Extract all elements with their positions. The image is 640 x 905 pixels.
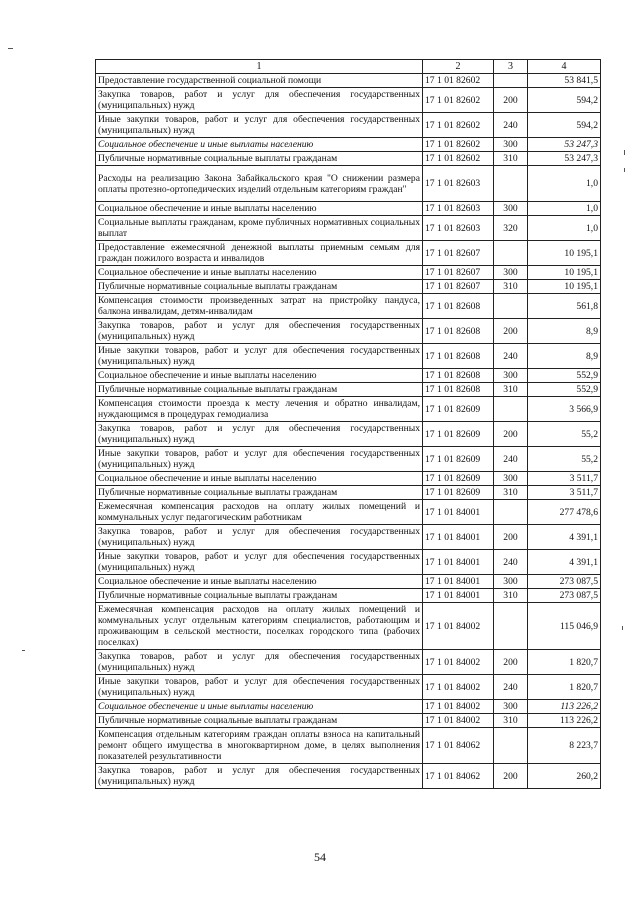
row-code: 17 1 01 84001 (423, 500, 494, 525)
row-code: 17 1 01 84062 (423, 728, 494, 764)
row-name: Предоставление государственной социальной помощи (96, 74, 423, 88)
table-row (96, 113, 601, 138)
row-expense-type: 310 (494, 589, 528, 603)
row-amount: 3 566,9 (528, 397, 601, 422)
row-expense-type: 200 (494, 650, 528, 675)
row-amount: 8,9 (528, 319, 601, 344)
row-amount: 53 247,3 (528, 138, 601, 152)
table-row (96, 74, 601, 88)
row-name: Публичные нормативные социальные выплаты гражданам (96, 280, 423, 294)
table-row (96, 138, 601, 152)
row-code: 17 1 01 82603 (423, 202, 494, 216)
row-amount: 552,9 (528, 369, 601, 383)
row-expense-type: 300 (494, 202, 528, 216)
row-amount: 1,0 (528, 216, 601, 241)
row-name: Компенсация отдельным категориям граждан оплаты взноса на капитальный ремонт общего имущества в многоквартирном доме, в целях выполнения показателей результативности (96, 728, 423, 764)
scan-speck (8, 48, 13, 49)
row-name: Социальное обеспечение и иные выплаты населению (96, 138, 423, 152)
row-amount: 1 820,7 (528, 650, 601, 675)
row-name: Компенсация стоимости произведенных затрат на пристройку пандуса, балкона инвалидам, детям-инвалидам (96, 294, 423, 319)
row-expense-type: 240 (494, 113, 528, 138)
row-amount: 594,2 (528, 113, 601, 138)
table-body (96, 74, 601, 789)
row-name: Расходы на реализацию Закона Забайкальского края "О снижении размера оплаты протезно-ортопедических изделий отдельным категориям граждан" (96, 166, 423, 202)
row-expense-type: 310 (494, 486, 528, 500)
row-name: Закупка товаров, работ и услуг для обеспечения государственных (муниципальных) нужд (96, 525, 423, 550)
table-row (96, 422, 601, 447)
table-row (96, 525, 601, 550)
row-name: Публичные нормативные социальные выплаты гражданам (96, 152, 423, 166)
row-expense-type: 200 (494, 88, 528, 113)
table-row (96, 603, 601, 650)
row-expense-type (494, 241, 528, 266)
row-amount: 3 511,7 (528, 486, 601, 500)
row-code: 17 1 01 82607 (423, 241, 494, 266)
row-code: 17 1 01 84002 (423, 603, 494, 650)
table-row (96, 447, 601, 472)
row-name: Предоставление ежемесячной денежной выплаты приемным семьям для граждан пожилого возраста и инвалидов (96, 241, 423, 266)
table-row (96, 383, 601, 397)
row-code: 17 1 01 84002 (423, 650, 494, 675)
row-amount: 10 195,1 (528, 241, 601, 266)
budget-table (95, 59, 601, 789)
row-name: Иные закупки товаров, работ и услуг для обеспечения государственных (муниципальных) нужд (96, 550, 423, 575)
row-amount: 8,9 (528, 344, 601, 369)
row-name: Закупка товаров, работ и услуг для обеспечения государственных (муниципальных) нужд (96, 650, 423, 675)
header-col-4: 4 (528, 60, 601, 74)
row-expense-type: 310 (494, 152, 528, 166)
row-name: Социальное обеспечение и иные выплаты населению (96, 472, 423, 486)
table-row (96, 280, 601, 294)
row-name: Закупка товаров, работ и услуг для обеспечения государственных (муниципальных) нужд (96, 764, 423, 789)
table-row (96, 166, 601, 202)
row-code: 17 1 01 84002 (423, 700, 494, 714)
row-amount: 8 223,7 (528, 728, 601, 764)
row-amount: 277 478,6 (528, 500, 601, 525)
table-row (96, 216, 601, 241)
row-code: 17 1 01 84001 (423, 589, 494, 603)
row-code: 17 1 01 82602 (423, 152, 494, 166)
row-expense-type (494, 603, 528, 650)
row-amount: 113 226,2 (528, 700, 601, 714)
row-expense-type: 300 (494, 369, 528, 383)
row-amount: 260,2 (528, 764, 601, 789)
header-col-1: 1 (96, 60, 423, 74)
table-row (96, 675, 601, 700)
row-name: Ежемесячная компенсация расходов на оплату жилых помещений и коммунальных услуг отдельным категориям специалистов, работающим и проживающим в сельской местности, поселках городского типа (рабочих поселках) (96, 603, 423, 650)
page-number: 54 (314, 850, 326, 864)
table-row (96, 319, 601, 344)
row-expense-type: 200 (494, 422, 528, 447)
row-amount: 1,0 (528, 202, 601, 216)
row-amount: 113 226,2 (528, 714, 601, 728)
row-name: Публичные нормативные социальные выплаты гражданам (96, 589, 423, 603)
row-amount: 53 247,3 (528, 152, 601, 166)
row-code: 17 1 01 82608 (423, 344, 494, 369)
row-name: Социальное обеспечение и иные выплаты населению (96, 700, 423, 714)
row-amount: 273 087,5 (528, 589, 601, 603)
row-expense-type: 240 (494, 447, 528, 472)
table-row (96, 500, 601, 525)
table-row (96, 714, 601, 728)
row-expense-type: 310 (494, 383, 528, 397)
row-code: 17 1 01 82602 (423, 88, 494, 113)
row-name: Ежемесячная компенсация расходов на оплату жилых помещений и коммунальных услуг педагогическим работникам (96, 500, 423, 525)
row-code: 17 1 01 84002 (423, 714, 494, 728)
table-row (96, 344, 601, 369)
row-code: 17 1 01 82609 (423, 397, 494, 422)
row-amount: 594,2 (528, 88, 601, 113)
row-expense-type: 300 (494, 472, 528, 486)
row-name: Социальные выплаты гражданам, кроме публичных нормативных социальных выплат (96, 216, 423, 241)
header-col-3: 3 (494, 60, 528, 74)
scan-speck (624, 150, 625, 155)
row-name: Публичные нормативные социальные выплаты гражданам (96, 383, 423, 397)
row-name: Иные закупки товаров, работ и услуг для обеспечения государственных (муниципальных) нужд (96, 675, 423, 700)
row-expense-type: 200 (494, 319, 528, 344)
row-expense-type (494, 397, 528, 422)
row-name: Компенсация стоимости проезда к месту лечения и обратно инвалидам, нуждающимся в процедурах гемодиализа (96, 397, 423, 422)
row-code: 17 1 01 82609 (423, 447, 494, 472)
row-code: 17 1 01 82602 (423, 113, 494, 138)
row-code: 17 1 01 84062 (423, 764, 494, 789)
table-row (96, 575, 601, 589)
row-expense-type: 240 (494, 344, 528, 369)
row-name: Закупка товаров, работ и услуг для обеспечения государственных (муниципальных) нужд (96, 88, 423, 113)
row-code: 17 1 01 84001 (423, 575, 494, 589)
row-expense-type: 300 (494, 575, 528, 589)
row-code: 17 1 01 84001 (423, 550, 494, 575)
row-code: 17 1 01 82603 (423, 216, 494, 241)
row-expense-type: 310 (494, 714, 528, 728)
row-expense-type: 240 (494, 550, 528, 575)
row-expense-type: 310 (494, 280, 528, 294)
table-row (96, 589, 601, 603)
row-amount: 1,0 (528, 166, 601, 202)
row-amount: 55,2 (528, 447, 601, 472)
table-row (96, 369, 601, 383)
row-name: Публичные нормативные социальные выплаты гражданам (96, 714, 423, 728)
row-amount: 10 195,1 (528, 280, 601, 294)
row-name: Иные закупки товаров, работ и услуг для обеспечения государственных (муниципальных) нужд (96, 113, 423, 138)
table-row (96, 294, 601, 319)
row-amount: 1 820,7 (528, 675, 601, 700)
row-expense-type (494, 728, 528, 764)
row-amount: 10 195,1 (528, 266, 601, 280)
row-expense-type: 240 (494, 675, 528, 700)
table-row (96, 202, 601, 216)
row-amount: 115 046,9 (528, 603, 601, 650)
row-code: 17 1 01 84001 (423, 525, 494, 550)
row-expense-type (494, 500, 528, 525)
row-code: 17 1 01 82607 (423, 266, 494, 280)
row-expense-type: 200 (494, 525, 528, 550)
scan-speck (22, 650, 25, 651)
row-name: Закупка товаров, работ и услуг для обеспечения государственных (муниципальных) нужд (96, 319, 423, 344)
header-col-2: 2 (423, 60, 494, 74)
row-amount: 4 391,1 (528, 550, 601, 575)
table-row (96, 266, 601, 280)
table-row (96, 650, 601, 675)
row-name: Иные закупки товаров, работ и услуг для обеспечения государственных (муниципальных) нужд (96, 344, 423, 369)
row-name: Социальное обеспечение и иные выплаты населению (96, 266, 423, 280)
row-expense-type: 300 (494, 700, 528, 714)
row-name: Социальное обеспечение и иные выплаты населению (96, 202, 423, 216)
table-row (96, 472, 601, 486)
table-row (96, 700, 601, 714)
table-row (96, 152, 601, 166)
table-row (96, 397, 601, 422)
row-expense-type: 300 (494, 266, 528, 280)
row-code: 17 1 01 82602 (423, 138, 494, 152)
row-name: Публичные нормативные социальные выплаты гражданам (96, 486, 423, 500)
row-code: 17 1 01 82608 (423, 294, 494, 319)
scan-speck (622, 626, 623, 630)
row-amount: 53 841,5 (528, 74, 601, 88)
row-code: 17 1 01 84002 (423, 675, 494, 700)
table-row (96, 486, 601, 500)
table-header-row (96, 60, 601, 74)
row-code: 17 1 01 82608 (423, 383, 494, 397)
table-row (96, 88, 601, 113)
row-code: 17 1 01 82607 (423, 280, 494, 294)
table-row (96, 550, 601, 575)
row-name: Закупка товаров, работ и услуг для обеспечения государственных (муниципальных) нужд (96, 422, 423, 447)
table-row (96, 728, 601, 764)
row-code: 17 1 01 82608 (423, 369, 494, 383)
row-expense-type: 200 (494, 764, 528, 789)
row-expense-type (494, 166, 528, 202)
row-code: 17 1 01 82602 (423, 74, 494, 88)
row-code: 17 1 01 82609 (423, 486, 494, 500)
row-name: Социальное обеспечение и иные выплаты населению (96, 369, 423, 383)
table-row (96, 764, 601, 789)
row-name: Иные закупки товаров, работ и услуг для обеспечения государственных (муниципальных) нужд (96, 447, 423, 472)
row-amount: 273 087,5 (528, 575, 601, 589)
row-code: 17 1 01 82608 (423, 319, 494, 344)
row-expense-type: 320 (494, 216, 528, 241)
row-expense-type (494, 74, 528, 88)
row-code: 17 1 01 82603 (423, 166, 494, 202)
row-code: 17 1 01 82609 (423, 472, 494, 486)
row-expense-type: 300 (494, 138, 528, 152)
row-amount: 3 511,7 (528, 472, 601, 486)
row-amount: 561,8 (528, 294, 601, 319)
row-code: 17 1 01 82609 (423, 422, 494, 447)
row-amount: 552,9 (528, 383, 601, 397)
row-expense-type (494, 294, 528, 319)
scan-speck (624, 168, 625, 172)
table-row (96, 241, 601, 266)
row-amount: 4 391,1 (528, 525, 601, 550)
row-amount: 55,2 (528, 422, 601, 447)
row-name: Социальное обеспечение и иные выплаты населению (96, 575, 423, 589)
